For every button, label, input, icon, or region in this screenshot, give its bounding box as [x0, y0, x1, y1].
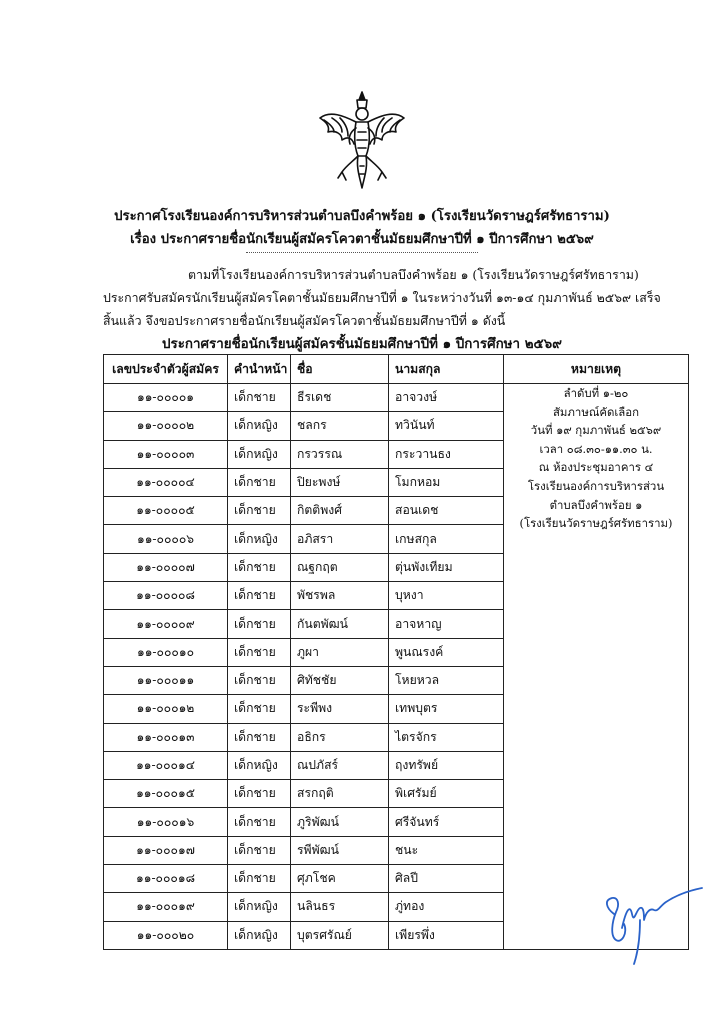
- announcement-title: ประกาศโรงเรียนองค์การบริหารส่วนตำบลบึงคำพร้อย ๑ (โรงเรียนวัดราษฎร์ศรัทธาราม): [114, 209, 610, 224]
- body-line-1: ตามที่โรงเรียนองค์การบริหารส่วนตำบลบึงคำพร้อย ๑ (โรงเรียนวัดราษฎร์ศรัทธาราม): [188, 267, 639, 282]
- first-name: ศุภโชค: [291, 865, 389, 893]
- first-name: อภิสรา: [291, 525, 389, 553]
- first-name: บุตรศรัณย์: [291, 921, 389, 949]
- remark-cell: [504, 384, 689, 950]
- prefix: เด็กหญิง: [228, 412, 291, 440]
- prefix: เด็กชาย: [228, 553, 291, 581]
- surname: เพียรพึ่ง: [389, 921, 504, 949]
- table-row: [104, 384, 689, 412]
- prefix: เด็กชาย: [228, 468, 291, 496]
- first-name: อธิกร: [291, 723, 389, 751]
- applicant-id: ๑๑-๐๐๐๐๔: [104, 468, 228, 496]
- first-name: กิตติพงศ์: [291, 497, 389, 525]
- header-remark: หมายเหตุ: [504, 355, 689, 384]
- remark-line: (โรงเรียนวัดราษฎร์ศรัทธาราม): [519, 516, 673, 531]
- applicant-id: ๑๑-๐๐๐๑๓: [104, 723, 228, 751]
- applicant-id: ๑๑-๐๐๐๑๔: [104, 751, 228, 779]
- remark-line: ลำดับที่ ๑-๒๐: [563, 386, 629, 400]
- first-name: รพีพัฒน์: [291, 836, 389, 864]
- applicant-id: ๑๑-๐๐๐๑๕: [104, 780, 228, 808]
- remark-line: สัมภาษณ์คัดเลือก: [552, 404, 640, 419]
- surname: ฤงทรัพย์: [389, 751, 504, 779]
- first-name: กันตพัฒน์: [291, 610, 389, 638]
- surname: ศรีจันทร์: [389, 808, 504, 836]
- announcement-subject: เรื่อง ประกาศรายชื่อนักเรียนผู้สมัครโควตาชั้นมัธยมศึกษาปีที่ ๑ ปีการศึกษา ๒๕๖๙: [130, 232, 594, 247]
- surname: ศิลปี: [389, 865, 504, 893]
- prefix: เด็กหญิง: [228, 751, 291, 779]
- applicant-id: ๑๑-๐๐๐๑๐: [104, 638, 228, 666]
- prefix: เด็กชาย: [228, 865, 291, 893]
- applicant-id: ๑๑-๐๐๐๑๒: [104, 695, 228, 723]
- prefix: เด็กชาย: [228, 582, 291, 610]
- prefix: เด็กหญิง: [228, 893, 291, 921]
- applicant-id: ๑๑-๐๐๐๐๙: [104, 610, 228, 638]
- applicant-id: ๑๑-๐๐๐๐๖: [104, 525, 228, 553]
- surname: สอนเดช: [389, 497, 504, 525]
- applicant-id: ๑๑-๐๐๐๑๘: [104, 865, 228, 893]
- first-name: กรวรรณ: [291, 440, 389, 468]
- prefix: เด็กชาย: [228, 695, 291, 723]
- surname: ไตรจักร: [389, 723, 504, 751]
- surname: โหยหวล: [389, 666, 504, 694]
- first-name: ศิทัชชัย: [291, 666, 389, 694]
- prefix: เด็กชาย: [228, 638, 291, 666]
- surname: บุหงา: [389, 582, 504, 610]
- surname: อาจวงษ์: [389, 384, 504, 412]
- header-surname: นามสกุล: [389, 355, 504, 384]
- prefix: เด็กชาย: [228, 610, 291, 638]
- header-first-name: ชื่อ: [291, 355, 389, 384]
- remark-line: เวลา ๐๘.๓๐-๑๑.๓๐ น.: [539, 441, 653, 456]
- surname: กระวานธง: [389, 440, 504, 468]
- applicant-table: [103, 354, 689, 950]
- body-line-2: ประกาศรับสมัครนักเรียนผู้สมัครโคตาชั้นมัธยมศึกษาปีที่ ๑ ในระหว่างวันที่ ๑๓-๑๔ กุมภาพันธ์ ๒๕๖๙ เสร็จ: [103, 290, 661, 305]
- surname: ทวินันท์: [389, 412, 504, 440]
- applicant-id: ๑๑-๐๐๐๒๐: [104, 921, 228, 949]
- applicant-id: ๑๑-๐๐๐๑๑: [104, 666, 228, 694]
- applicant-id: ๑๑-๐๐๐๐๒: [104, 412, 228, 440]
- surname: พูนณรงค์: [389, 638, 504, 666]
- prefix: เด็กชาย: [228, 666, 291, 694]
- first-name: ปิยะพงษ์: [291, 468, 389, 496]
- surname: พิเศรัมย์: [389, 780, 504, 808]
- first-name: ชลกร: [291, 412, 389, 440]
- remark-line: วันที่ ๑๙ กุมภาพันธ์ ๒๕๖๙: [530, 423, 662, 438]
- surname: เทพบุตร: [389, 695, 504, 723]
- surname: ภู่ทอง: [389, 893, 504, 921]
- header-prefix: คำนำหน้า: [228, 355, 291, 384]
- prefix: เด็กหญิง: [228, 525, 291, 553]
- first-name: ธีรเดช: [291, 384, 389, 412]
- table-title: ประกาศรายชื่อนักเรียนผู้สมัครชั้นมัธยมศึกษาปีที่ ๑ ปีการศึกษา ๒๕๖๙: [162, 336, 562, 352]
- dotted-divider: [246, 252, 478, 253]
- prefix: เด็กชาย: [228, 723, 291, 751]
- garuda-emblem-icon: [316, 88, 408, 192]
- surname: เกษสกุล: [389, 525, 504, 553]
- applicant-id: ๑๑-๐๐๐๐๘: [104, 582, 228, 610]
- table-header-row: [104, 355, 689, 384]
- first-name: สรกฤติ: [291, 780, 389, 808]
- prefix: เด็กชาย: [228, 384, 291, 412]
- first-name: ระพีพง: [291, 695, 389, 723]
- first-name: นลินธร: [291, 893, 389, 921]
- prefix: เด็กชาย: [228, 836, 291, 864]
- surname: ตุ่นพังเทียม: [389, 553, 504, 581]
- handwritten-signature: [600, 880, 704, 966]
- prefix: เด็กชาย: [228, 497, 291, 525]
- body-line-3: สิ้นแล้ว จึงขอประกาศรายชื่อนักเรียนผู้สมัครโควตาชั้นมัธยมศึกษาปีที่ ๑ ดังนี้: [103, 313, 506, 328]
- header-applicant-id: เลขประจำตัวผู้สมัคร: [104, 355, 228, 384]
- applicant-id: ๑๑-๐๐๐๑๖: [104, 808, 228, 836]
- surname: ชนะ: [389, 836, 504, 864]
- surname: อาจหาญ: [389, 610, 504, 638]
- prefix: เด็กหญิง: [228, 440, 291, 468]
- remark-line: ณ ห้องประชุมอาคาร ๔: [538, 460, 654, 475]
- applicant-id: ๑๑-๐๐๐๐๕: [104, 497, 228, 525]
- remark-line: โรงเรียนองค์การบริหารส่วน: [527, 478, 665, 493]
- prefix: เด็กชาย: [228, 808, 291, 836]
- applicant-id: ๑๑-๐๐๐๐๑: [104, 384, 228, 412]
- first-name: ณปภัสร์: [291, 751, 389, 779]
- first-name: พัชรพล: [291, 582, 389, 610]
- applicant-id: ๑๑-๐๐๐๐๗: [104, 553, 228, 581]
- applicant-id: ๑๑-๐๐๐๑๙: [104, 893, 228, 921]
- applicant-id: ๑๑-๐๐๐๐๓: [104, 440, 228, 468]
- surname: โมกหอม: [389, 468, 504, 496]
- first-name: ภูผา: [291, 638, 389, 666]
- prefix: เด็กชาย: [228, 780, 291, 808]
- applicant-id: ๑๑-๐๐๐๑๗: [104, 836, 228, 864]
- remark-line: ตำบลบึงคำพร้อย ๑: [549, 497, 643, 512]
- first-name: ภูริพัฒน์: [291, 808, 389, 836]
- prefix: เด็กหญิง: [228, 921, 291, 949]
- first-name: ณฐกฤต: [291, 553, 389, 581]
